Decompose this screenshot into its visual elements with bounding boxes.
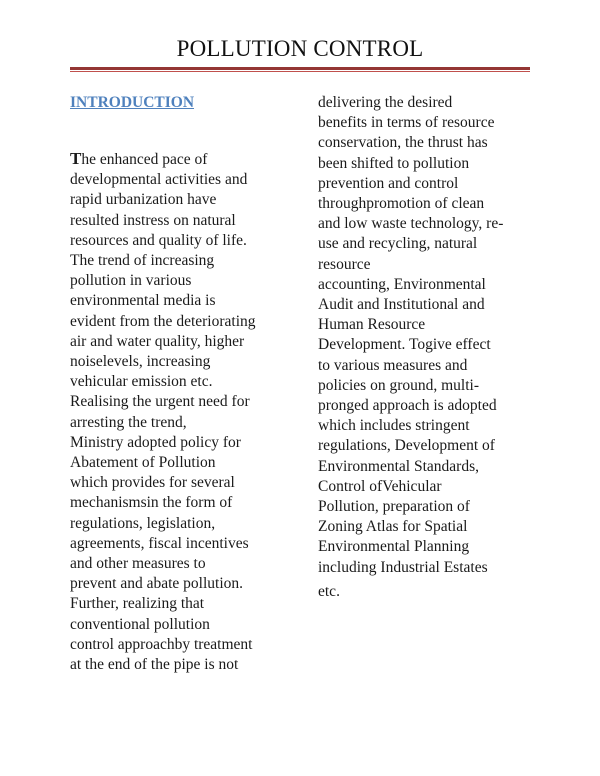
paragraph-line: mechanismsin the form of — [70, 494, 233, 512]
paragraph-line: Further, realizing that — [70, 595, 205, 613]
paragraph-line: The trend of increasing — [70, 252, 215, 270]
paragraph-line: to various measures and — [318, 356, 468, 374]
paragraph-line: Zoning Atlas for Spatial — [318, 518, 468, 536]
paragraph-line: evident from the deteriorating — [70, 312, 256, 330]
paragraph-line: arresting the trend, — [70, 413, 187, 431]
paragraph-line: conservation, the thrust has — [318, 134, 488, 152]
paragraph-line: agreements, fiscal incentives — [70, 534, 249, 552]
paragraph-line: prevent and abate pollution. — [70, 575, 244, 593]
paragraph-line: Environmental Planning — [318, 538, 470, 556]
paragraph-line: pronged approach is adopted — [318, 397, 497, 415]
paragraph-line: accounting, Environmental — [318, 275, 486, 293]
paragraph-line: control approachby treatment — [70, 635, 253, 653]
paragraph-line: delivering the desired — [318, 94, 453, 111]
paragraph-line: developmental activities and — [70, 171, 248, 189]
paragraph-line: including Industrial Estates — [318, 558, 488, 576]
page-title: POLLUTION CONTROL — [176, 36, 424, 61]
paragraph-line: Development. Togive effect — [318, 336, 491, 354]
paragraph-line: throughpromotion of clean — [318, 195, 485, 213]
paragraph-line: Audit and Institutional and — [318, 296, 485, 314]
paragraph-line: Realising the urgent need for — [70, 393, 250, 411]
paragraph-line: which includes stringent — [318, 417, 470, 435]
paragraph-line: rapid urbanization have — [70, 191, 217, 209]
paragraph-line: resource — [318, 255, 371, 273]
paragraph-line: Ministry adopted policy for — [70, 433, 241, 451]
paragraph-line: etc. — [318, 582, 340, 600]
paragraph-line: Human Resource — [318, 316, 426, 334]
paragraph-line: environmental media is — [70, 292, 216, 310]
title-divider-thin — [70, 71, 530, 72]
paragraph-line: benefits in terms of resource — [318, 114, 495, 132]
title-divider — [70, 67, 530, 70]
paragraph-line: Environmental Standards, — [318, 457, 479, 475]
paragraph-line: and other measures to — [70, 555, 206, 573]
right-column — [318, 93, 533, 602]
paragraph-line: which provides for several — [70, 474, 235, 492]
paragraph-line: Control ofVehicular — [318, 477, 442, 495]
paragraph-line: vehicular emission etc. — [70, 373, 213, 391]
paragraph-line — [70, 149, 288, 170]
paragraph-line: prevention and control — [318, 174, 459, 192]
paragraph-line: pollution in various — [70, 272, 192, 290]
paragraph-line: and low waste technology, re- — [318, 215, 504, 233]
paragraph-line: resulted instress on natural — [70, 211, 236, 229]
paragraph-line: Abatement of Pollution — [70, 454, 216, 472]
section-heading: INTRODUCTION — [70, 94, 195, 111]
paragraph-line: resources and quality of life. — [70, 231, 247, 249]
paragraph-line: at the end of the pipe is not — [70, 656, 239, 674]
paragraph-line: noiselevels, increasing — [70, 353, 211, 371]
drop-cap: T — [70, 149, 82, 168]
paragraph-line-text: he enhanced pace of — [81, 151, 208, 168]
paragraph-line: use and recycling, natural — [318, 235, 478, 253]
paragraph-line: Pollution, preparation of — [318, 498, 470, 516]
paragraph-line: conventional pollution — [70, 615, 210, 633]
paragraph-line: air and water quality, higher — [70, 332, 245, 350]
left-column — [70, 149, 288, 675]
paragraph-line: policies on ground, multi- — [318, 376, 480, 394]
paragraph-line: regulations, legislation, — [70, 514, 216, 532]
paragraph-line: been shifted to pollution — [318, 154, 470, 172]
paragraph-line: regulations, Development of — [318, 437, 495, 455]
